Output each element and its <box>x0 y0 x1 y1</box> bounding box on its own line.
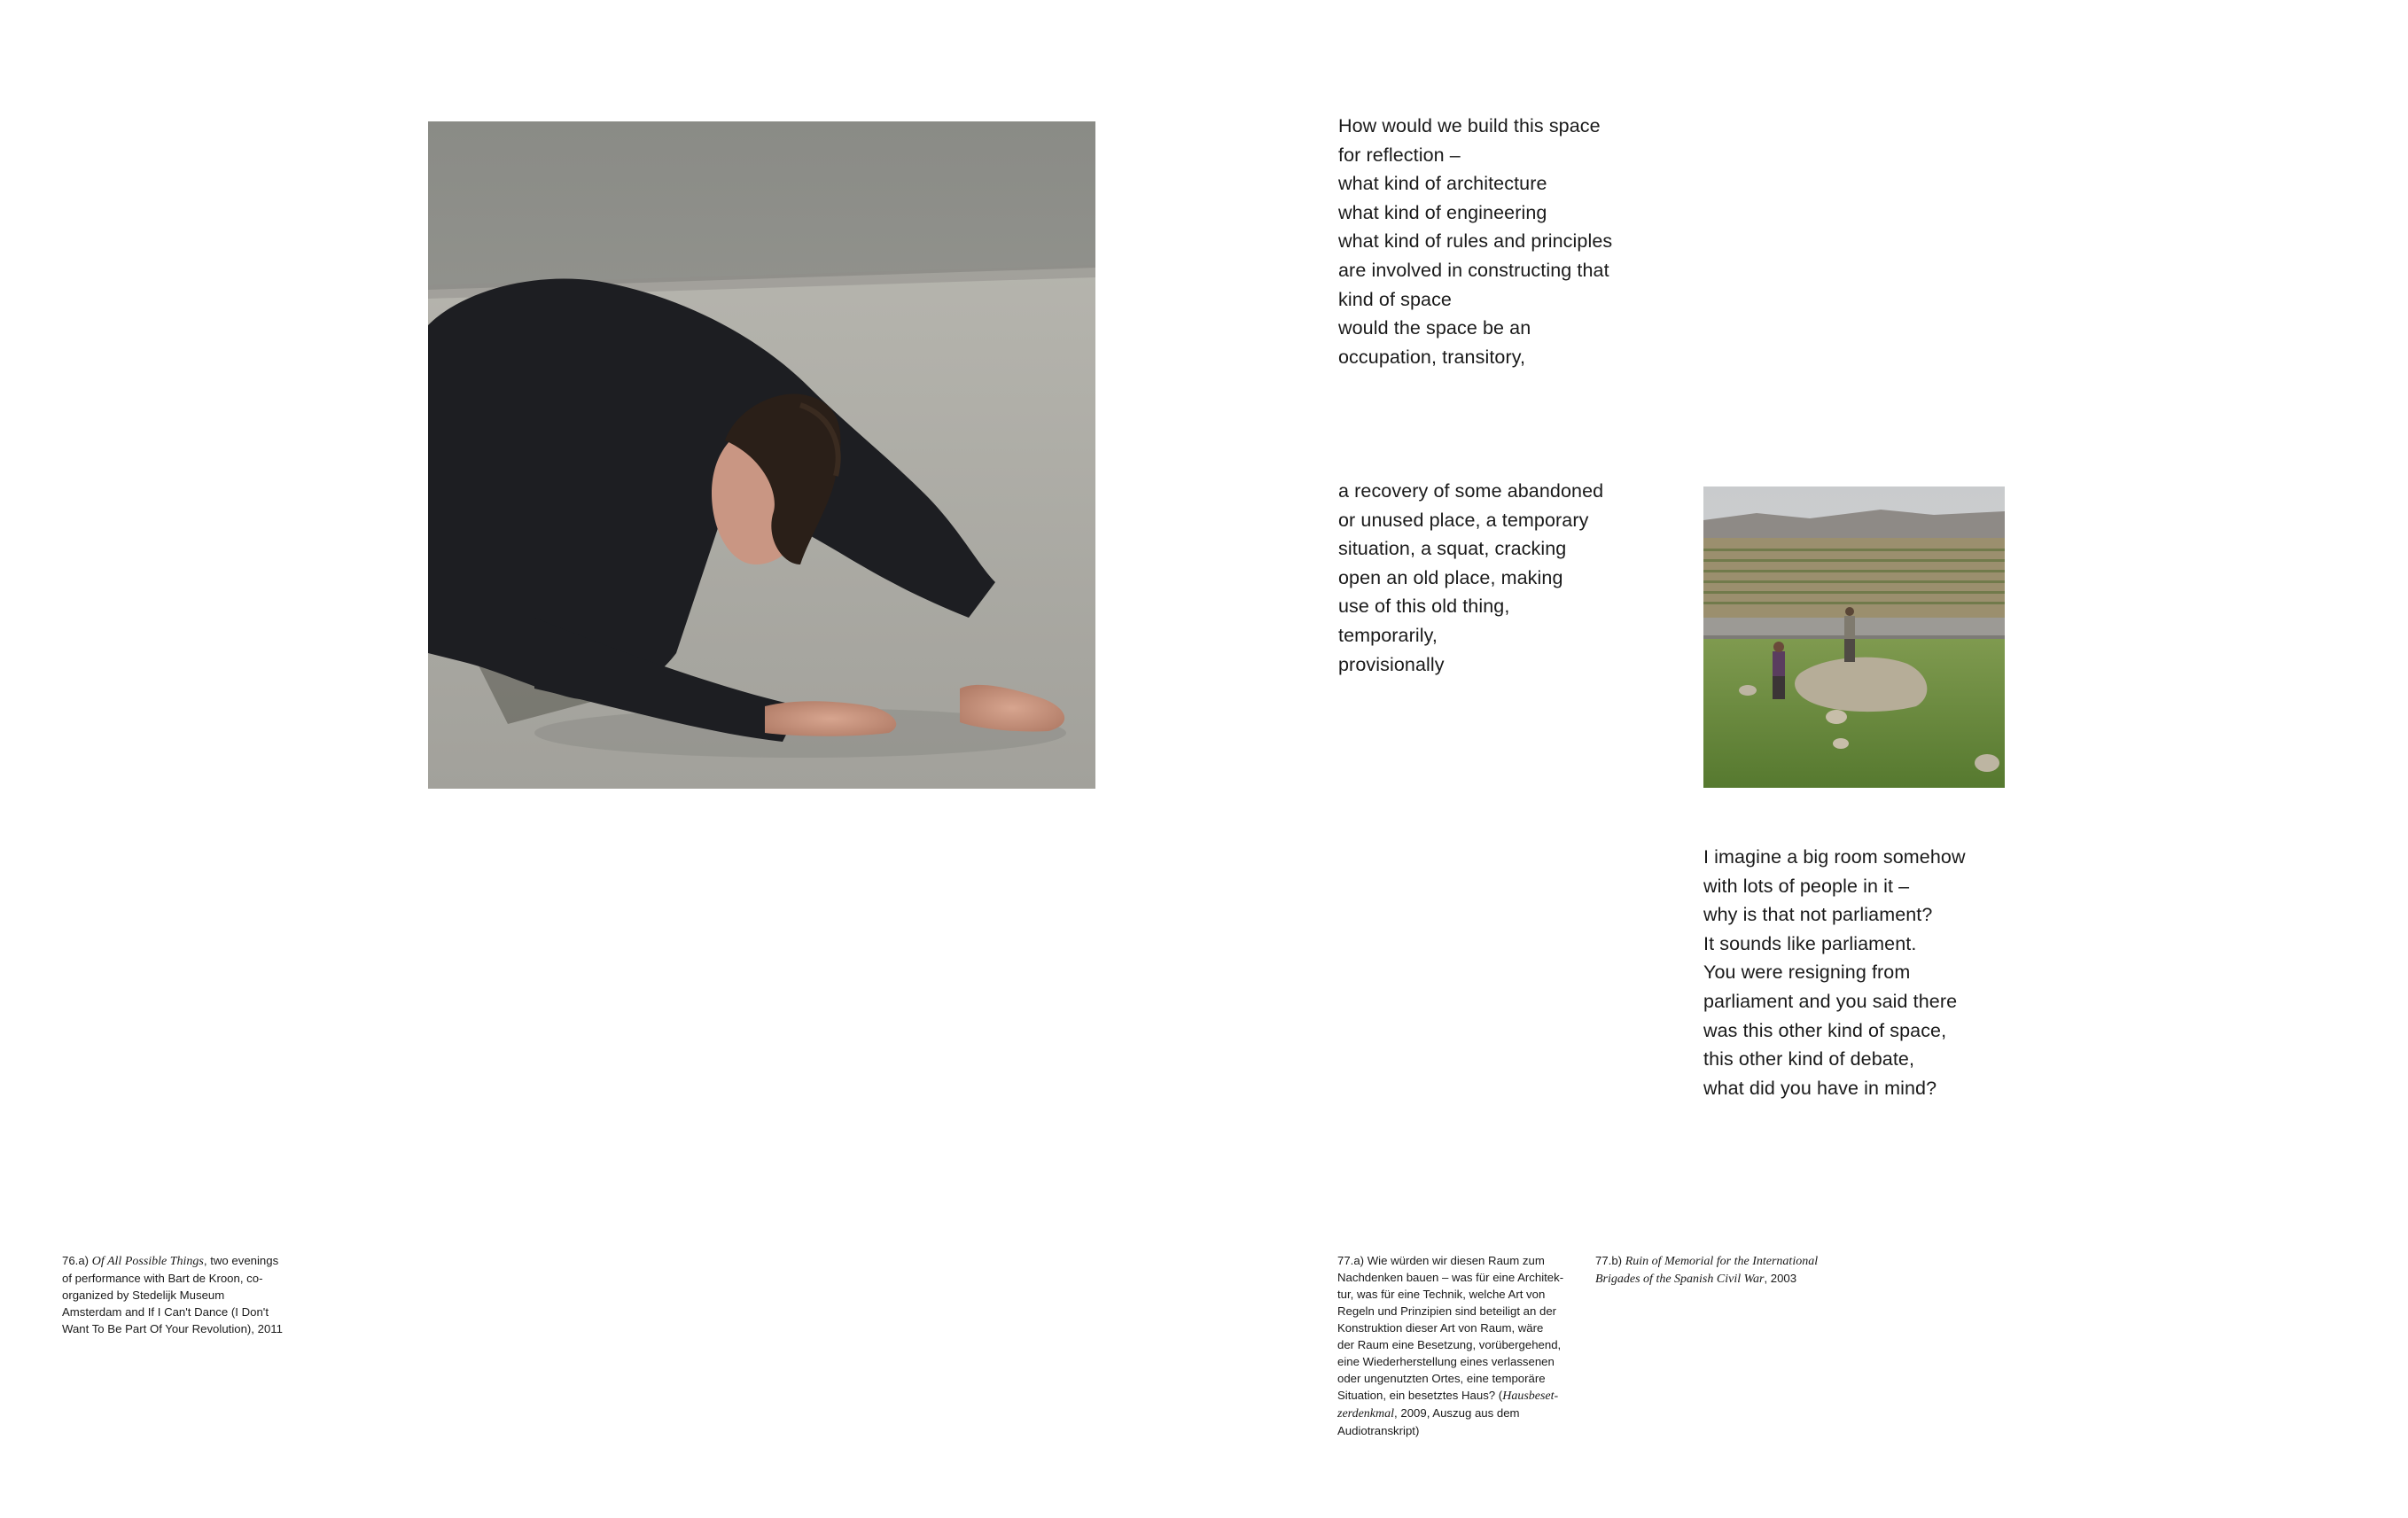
caption-line: der Raum eine Besetzung, vorübergehend, <box>1337 1338 1562 1351</box>
caption-77a <box>1337 1252 1563 1439</box>
caption-line: Konstruktion dieser Art von Raum, wäre <box>1337 1321 1544 1335</box>
poem-line: what kind of engineering <box>1338 201 1547 223</box>
caption-77b <box>1595 1252 1818 1288</box>
caption-line: 77.a) Wie würden wir diesen Raum zum <box>1337 1254 1545 1267</box>
poem-line: It sounds like parliament. <box>1703 932 1917 954</box>
photo-kneeling-man <box>428 121 1095 789</box>
caption-line: Audiotranskript) <box>1337 1424 1420 1437</box>
poem-line: I imagine a big room somehow <box>1703 846 1966 868</box>
poem-line: for reflection – <box>1338 144 1461 166</box>
poem-line: with lots of people in it – <box>1703 875 1910 897</box>
poem-line: why is that not parliament? <box>1703 904 1933 926</box>
caption-title: Hausbeset- <box>1502 1390 1559 1403</box>
poem-line: parliament and you said there <box>1703 990 1958 1012</box>
poem-line: was this other kind of space, <box>1703 1019 1947 1041</box>
caption-text: , two evenings <box>203 1254 279 1267</box>
caption-line: of performance with Bart de Kroon, co- <box>62 1272 263 1285</box>
poem-line: You were resigning from <box>1703 961 1911 984</box>
caption-title: Of All Possible Things <box>91 1255 204 1268</box>
poem-line: a recovery of some abandoned <box>1338 480 1604 502</box>
poem-block-b <box>1338 477 1603 679</box>
caption-line: Amsterdam and If I Can't Dance (I Don't <box>62 1305 269 1319</box>
poem-line: what kind of rules and principles <box>1338 230 1613 253</box>
caption-number: 77.b) <box>1595 1254 1623 1267</box>
caption-76a <box>62 1252 283 1337</box>
poem-block-c <box>1703 843 1966 1102</box>
caption-line: eine Wiederherstellung eines verlassenen <box>1337 1355 1555 1368</box>
memorial-landscape-image <box>1703 487 2005 788</box>
caption-line <box>1337 1387 1563 1405</box>
caption-line <box>1595 1252 1818 1270</box>
poem-line: How would we build this space <box>1338 115 1601 136</box>
caption-number: 76.a) <box>62 1254 90 1267</box>
poem-line: would the space be an <box>1338 317 1531 339</box>
caption-line <box>1595 1270 1818 1288</box>
caption-line <box>62 1252 283 1270</box>
caption-title: Ruin of Memorial for the International <box>1625 1255 1819 1268</box>
caption-title: zerdenkmal <box>1337 1407 1395 1421</box>
caption-line: Nachdenken bauen – was für eine Architek- <box>1337 1271 1564 1284</box>
poem-line: open an old place, making <box>1338 566 1563 588</box>
poem-line: are involved in constructing that <box>1338 259 1609 281</box>
poem-line: situation, a squat, cracking <box>1338 538 1567 560</box>
poem-line: what kind of architecture <box>1338 173 1547 195</box>
kneeling-man-image <box>428 121 1095 789</box>
caption-title: Brigades of the Spanish Civil War <box>1595 1273 1765 1286</box>
poem-line: this other kind of debate, <box>1703 1048 1915 1070</box>
poem-block-a <box>1338 112 1612 371</box>
caption-text: , 2003 <box>1764 1272 1797 1285</box>
caption-line: Regeln und Prinzipien sind beteiligt an der <box>1337 1304 1557 1318</box>
photo-memorial-landscape <box>1703 487 2005 788</box>
poem-line: use of this old thing, <box>1338 596 1510 618</box>
poem-line: what did you have in mind? <box>1703 1077 1937 1099</box>
caption-line <box>1337 1405 1563 1422</box>
poem-line: or unused place, a temporary <box>1338 509 1589 531</box>
caption-text: Situation, ein besetztes Haus? ( <box>1337 1389 1503 1402</box>
caption-line: tur, was für eine Technik, welche Art von <box>1337 1288 1546 1301</box>
caption-line: oder ungenutzten Ortes, eine temporäre <box>1337 1372 1546 1385</box>
poem-line: temporarily, <box>1338 624 1438 646</box>
caption-text: , 2009, Auszug aus dem <box>1394 1406 1520 1420</box>
poem-line: occupation, transitory, <box>1338 346 1526 368</box>
poem-line: provisionally <box>1338 653 1445 675</box>
caption-line: Want To Be Part Of Your Revolution), 2011 <box>62 1322 283 1335</box>
poem-line: kind of space <box>1338 288 1452 310</box>
caption-line: organized by Stedelijk Museum <box>62 1288 225 1302</box>
